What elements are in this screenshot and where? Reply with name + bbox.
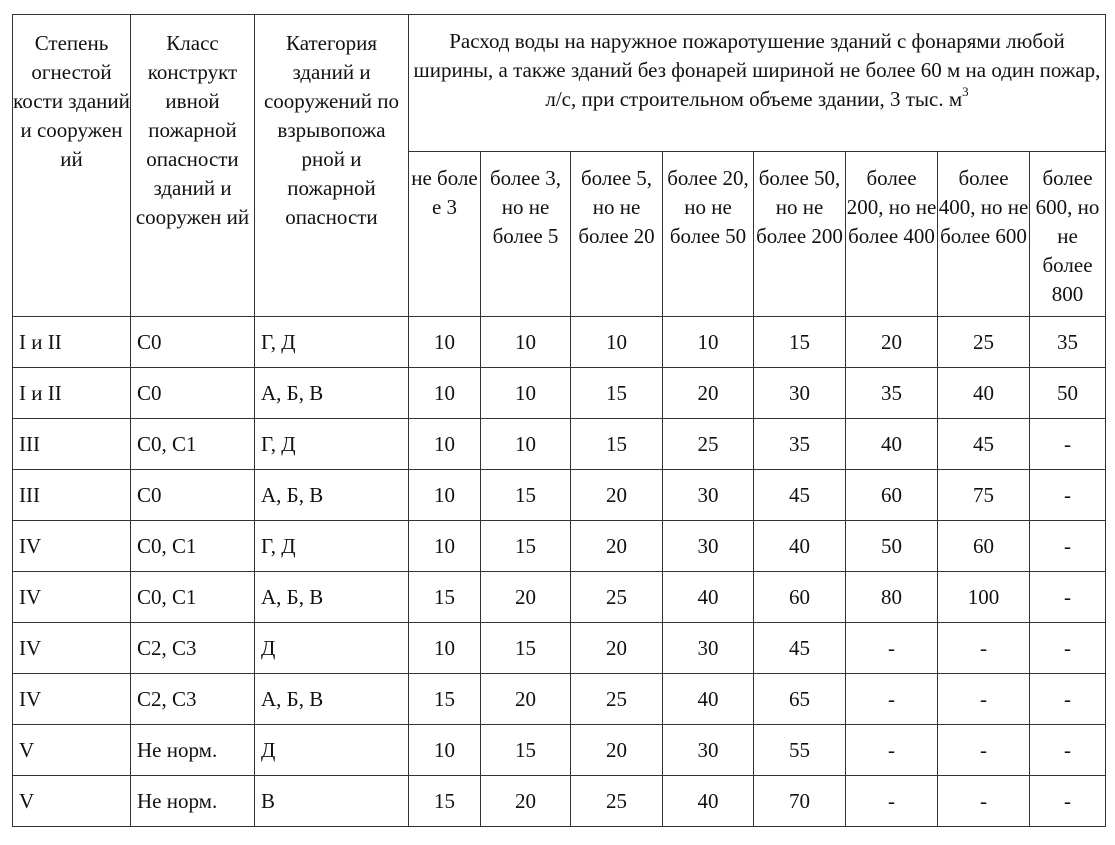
cell-value: - <box>1030 470 1106 521</box>
table-row <box>13 725 1106 776</box>
cell-value: 40 <box>663 776 754 827</box>
cell-value: 65 <box>754 674 846 725</box>
cell-value: 25 <box>571 674 663 725</box>
cell-value: 15 <box>481 623 571 674</box>
table-row <box>13 368 1106 419</box>
cell-value: - <box>1030 776 1106 827</box>
cell-value: 20 <box>663 368 754 419</box>
cell-degree: III <box>13 470 131 521</box>
cell-value: 30 <box>663 470 754 521</box>
cell-value: 20 <box>481 674 571 725</box>
cell-value: 10 <box>481 317 571 368</box>
cell-value: 60 <box>846 470 938 521</box>
header-fire-resistance: Степень огнестой кости зданий и сооружен ий <box>13 15 131 317</box>
cell-value: - <box>846 623 938 674</box>
cell-value: 10 <box>409 368 481 419</box>
cell-value: 80 <box>846 572 938 623</box>
cell-value: - <box>938 776 1030 827</box>
cell-value: 10 <box>481 368 571 419</box>
cell-class: Не норм. <box>131 776 255 827</box>
cell-value: 30 <box>754 368 846 419</box>
header-volume-1: не боле е 3 <box>409 152 481 317</box>
cell-value: 45 <box>754 470 846 521</box>
cell-value: - <box>938 674 1030 725</box>
cell-value: 20 <box>571 623 663 674</box>
cell-value: - <box>938 623 1030 674</box>
cell-class: Не норм. <box>131 725 255 776</box>
cell-value: - <box>1030 623 1106 674</box>
cell-class: С0 <box>131 368 255 419</box>
cell-value: 15 <box>571 419 663 470</box>
cell-value: 10 <box>409 419 481 470</box>
table-row <box>13 572 1106 623</box>
cell-value: 40 <box>846 419 938 470</box>
cell-value: 10 <box>481 419 571 470</box>
cell-value: 10 <box>409 623 481 674</box>
cell-value: 20 <box>571 725 663 776</box>
cell-value: 10 <box>409 521 481 572</box>
cell-value: 60 <box>754 572 846 623</box>
header-water-flow-text: Расход воды на наружное пожаротушение зданий с фонарями любой ширины, а также зданий без фонарей шириной не более 60 м на один пожар, л/с, при строительном объеме здании, 3 тыс. м <box>413 29 1101 111</box>
cell-value: 50 <box>1030 368 1106 419</box>
cell-degree: IV <box>13 572 131 623</box>
cell-value: - <box>938 725 1030 776</box>
cell-value: 15 <box>754 317 846 368</box>
cell-value: - <box>1030 572 1106 623</box>
header-volume-6: более 200, но не более 400 <box>846 152 938 317</box>
header-volume-7: более 400, но не более 600 <box>938 152 1030 317</box>
cell-value: 60 <box>938 521 1030 572</box>
cell-degree: IV <box>13 521 131 572</box>
header-category: Категория зданий и сооружений по взрывопожа рной и пожарной опасности <box>255 15 409 317</box>
cell-value: 25 <box>571 776 663 827</box>
cell-category: А, Б, В <box>255 368 409 419</box>
cell-category: Д <box>255 623 409 674</box>
cell-value: 100 <box>938 572 1030 623</box>
cell-class: С0, С1 <box>131 521 255 572</box>
cell-value: 25 <box>938 317 1030 368</box>
cell-value: 10 <box>409 470 481 521</box>
cell-category: Г, Д <box>255 317 409 368</box>
cell-value: 10 <box>409 725 481 776</box>
cell-value: 40 <box>938 368 1030 419</box>
cell-value: 40 <box>663 674 754 725</box>
table-row <box>13 674 1106 725</box>
cell-degree: V <box>13 776 131 827</box>
cell-value: 30 <box>663 521 754 572</box>
cell-category: Г, Д <box>255 419 409 470</box>
cell-value: 20 <box>571 470 663 521</box>
table-row <box>13 521 1106 572</box>
cell-class: С0 <box>131 317 255 368</box>
cell-value: 25 <box>663 419 754 470</box>
cell-value: 50 <box>846 521 938 572</box>
cell-value: 45 <box>938 419 1030 470</box>
cell-degree: III <box>13 419 131 470</box>
cell-value: 15 <box>481 470 571 521</box>
cell-value: 10 <box>409 317 481 368</box>
cell-value: 40 <box>754 521 846 572</box>
cell-degree: IV <box>13 674 131 725</box>
cell-value: 35 <box>1030 317 1106 368</box>
cell-degree: V <box>13 725 131 776</box>
cell-value: 15 <box>409 776 481 827</box>
cell-value: 10 <box>663 317 754 368</box>
cell-value: 25 <box>571 572 663 623</box>
cell-value: - <box>846 725 938 776</box>
cell-value: - <box>1030 674 1106 725</box>
cell-category: А, Б, В <box>255 572 409 623</box>
cell-value: 55 <box>754 725 846 776</box>
cell-degree: I и II <box>13 368 131 419</box>
cell-category: Г, Д <box>255 521 409 572</box>
table-row <box>13 470 1106 521</box>
cell-category: А, Б, В <box>255 674 409 725</box>
cell-degree: IV <box>13 623 131 674</box>
cell-value: 45 <box>754 623 846 674</box>
cell-value: 35 <box>754 419 846 470</box>
header-water-flow <box>409 15 1106 152</box>
cell-value: 20 <box>846 317 938 368</box>
cell-class: С0, С1 <box>131 572 255 623</box>
cell-value: - <box>1030 725 1106 776</box>
cell-value: 15 <box>571 368 663 419</box>
table-row <box>13 776 1106 827</box>
cell-value: - <box>1030 521 1106 572</box>
table-row <box>13 317 1106 368</box>
cell-value: 35 <box>846 368 938 419</box>
table-row <box>13 419 1106 470</box>
header-water-flow-sup: 3 <box>962 84 969 99</box>
cell-value: 40 <box>663 572 754 623</box>
cell-value: 30 <box>663 623 754 674</box>
cell-value: 20 <box>481 776 571 827</box>
cell-value: 30 <box>663 725 754 776</box>
cell-category: Д <box>255 725 409 776</box>
cell-value: 20 <box>481 572 571 623</box>
cell-category: А, Б, В <box>255 470 409 521</box>
cell-value: 20 <box>571 521 663 572</box>
cell-class: С0, С1 <box>131 419 255 470</box>
cell-value: 15 <box>409 674 481 725</box>
header-volume-8: более 600, но не более 800 <box>1030 152 1106 317</box>
cell-value: 15 <box>409 572 481 623</box>
header-volume-5: более 50, но не более 200 <box>754 152 846 317</box>
cell-value: - <box>1030 419 1106 470</box>
header-construction-class: Класс конструкт ивной пожарной опасности зданий и сооружен ий <box>131 15 255 317</box>
cell-value: - <box>846 776 938 827</box>
cell-value: 75 <box>938 470 1030 521</box>
cell-value: 70 <box>754 776 846 827</box>
cell-class: С2, С3 <box>131 674 255 725</box>
cell-value: 15 <box>481 725 571 776</box>
header-volume-3: более 5, но не более 20 <box>571 152 663 317</box>
water-flow-table <box>12 14 1106 827</box>
cell-value: 15 <box>481 521 571 572</box>
cell-class: С0 <box>131 470 255 521</box>
cell-value: 10 <box>571 317 663 368</box>
header-volume-2: более 3, но не более 5 <box>481 152 571 317</box>
cell-value: - <box>846 674 938 725</box>
cell-class: С2, С3 <box>131 623 255 674</box>
cell-degree: I и II <box>13 317 131 368</box>
cell-category: В <box>255 776 409 827</box>
header-volume-4: более 20, но не более 50 <box>663 152 754 317</box>
table-row <box>13 623 1106 674</box>
